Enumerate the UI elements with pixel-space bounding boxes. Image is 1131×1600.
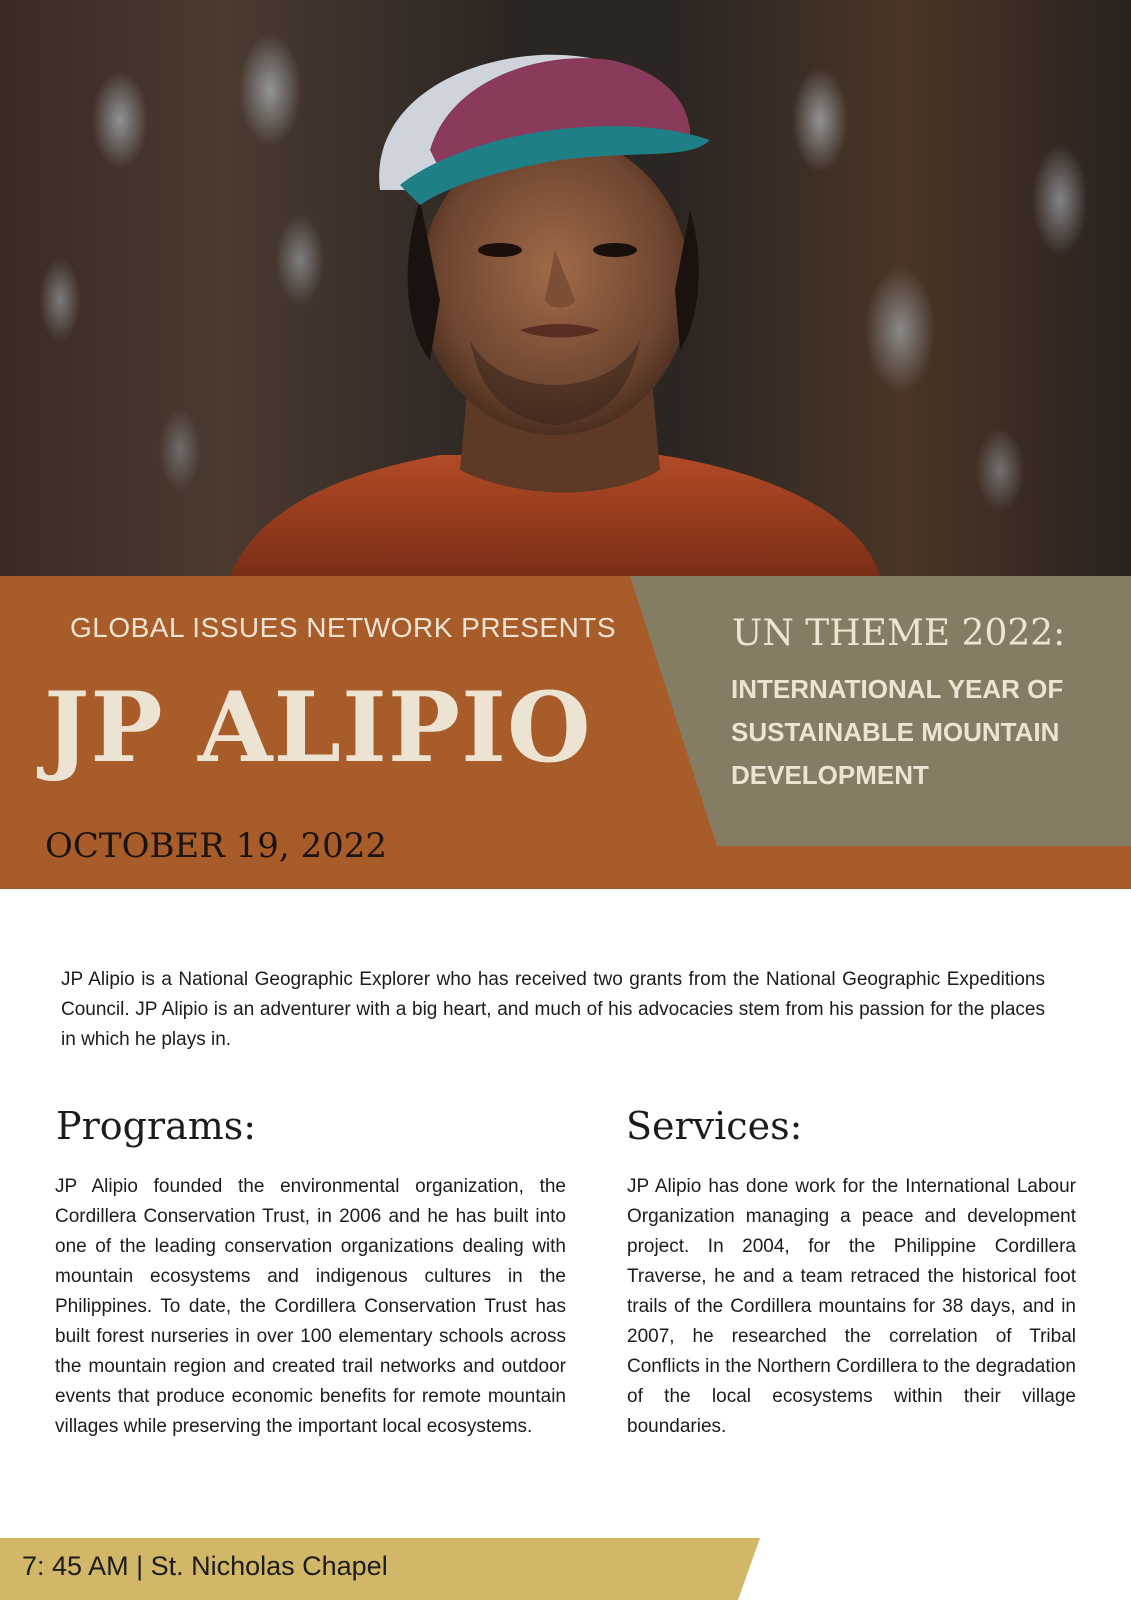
speaker-portrait-illustration [0, 0, 1131, 576]
speaker-photo [0, 0, 1131, 576]
services-heading: Services: [626, 1104, 803, 1148]
programs-body: JP Alipio founded the environmental organization, the Cordillera Conservation Trust, in 2006 and he has built into one of the leading conservation organizations dealing with mountain ecosystems and indigenous cultures in the Philippines. To date, the Cordillera Conservation Trust has built forest nurseries in over 100 elementary schools across the mountain region and created trail networks and outdoor events that produce economic benefits for remote mountain villages while preserving the important local ecosystems. [55, 1176, 566, 1437]
presenter-line: GLOBAL ISSUES NETWORK PRESENTS [70, 612, 617, 643]
speaker-name: JP ALIPIO [44, 671, 592, 784]
theme-title: UN THEME 2022: [732, 613, 1066, 654]
theme-subtitle: INTERNATIONAL YEAR OF SUSTAINABLE MOUNTAIN DEVELOPMENT [731, 674, 1064, 790]
programs-heading: Programs: [56, 1104, 257, 1148]
services-body: JP Alipio has done work for the International Labour Organization managing a peace and development project. In 2004, for the Philippine Cordillera Traverse, he and a team retraced the historical foot trails of the Cordillera mountains for 38 days, and in 2007, he researched the correlation of Tribal Conflicts in the Northern Cordillera to the degradation of the local ecosystems within their village boundaries. [627, 1176, 1076, 1437]
event-time-location: 7: 45 AM | St. Nicholas Chapel [22, 1551, 388, 1581]
event-date: OCTOBER 19, 2022 [45, 826, 388, 866]
intro-paragraph: JP Alipio is a National Geographic Explorer who has received two grants from the National Geographic Expeditions Council. JP Alipio is an adventurer with a big heart, and much of his advocacies stem from his passion for the places in which he plays in. [61, 969, 1045, 1050]
